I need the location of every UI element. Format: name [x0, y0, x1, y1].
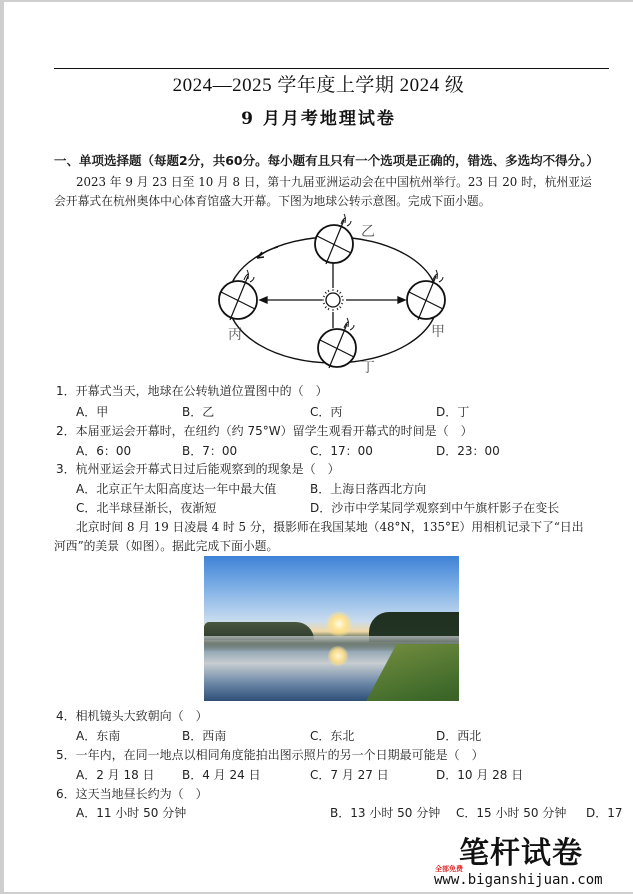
q6-option-d: D．17: [586, 806, 623, 820]
question-6-stem: 6．这天当地昼长约为（ ）: [56, 787, 208, 801]
q6-option-a: A．11 小时 50 分钟: [76, 806, 187, 820]
q3-option-a: A．北京正午太阳高度达一年中最大值: [76, 482, 277, 496]
sun-icon: [322, 289, 344, 311]
exam-page: [4, 2, 633, 892]
label-ding: 丁: [361, 360, 375, 376]
label-yi: 乙: [361, 224, 375, 240]
direction-arrow-icon: [257, 247, 278, 258]
watermark-brand: 笔杆试卷: [459, 836, 583, 871]
q4-option-d: D．西北: [436, 729, 482, 743]
q3-option-b: B．上海日落西北方向: [310, 482, 427, 496]
q1-option-d: D．丁: [436, 405, 470, 419]
q6-option-c: C．15 小时 50 分钟: [456, 806, 567, 820]
q2-option-b: B．7：00: [182, 444, 238, 458]
sun-icon: [326, 611, 352, 637]
earth-yi: [315, 214, 353, 264]
q2-option-d: D．23：00: [436, 444, 500, 458]
label-bing: 丙: [228, 327, 242, 343]
q6-option-b: B．13 小时 50 分钟: [330, 806, 441, 820]
q4-option-a: A．东南: [76, 729, 121, 743]
header-rule: [54, 68, 609, 69]
section-heading: 一、单项选择题（每题2分，共60分。每小题有且只有一个选项是正确的，错选、多选均不得分。）: [54, 153, 599, 168]
sunrise-river-photo: [204, 556, 459, 701]
q5-option-c: C．7 月 27 日: [310, 768, 389, 782]
watermark-url[interactable]: www.biganshijuan.com: [434, 872, 603, 888]
q2-option-c: C．17：00: [310, 444, 373, 458]
watermark-free-tag: 全部免费: [435, 865, 463, 873]
q5-option-a: A．2 月 18 日: [76, 768, 155, 782]
q4-option-c: C．东北: [310, 729, 355, 743]
q1-option-a: A．甲: [76, 405, 109, 419]
passage2-line1: 北京时间 8 月 19 日凌晨 4 时 5 分，摄影师在我国某地（48°N，135°E）用相机记录下了“日出: [76, 520, 584, 534]
label-jia: 甲: [431, 324, 445, 340]
earth-bing: [219, 270, 257, 320]
q4-option-b: B．西南: [182, 729, 227, 743]
earth-ding: [318, 318, 356, 368]
q1-option-b: B．乙: [182, 405, 215, 419]
q5-option-b: B．4 月 24 日: [182, 768, 261, 782]
earth-jia: [407, 270, 445, 320]
earth-revolution-diagram: [204, 212, 464, 382]
question-1-stem: 1．开幕式当天，地球在公转轨道位置图中的（ ）: [56, 384, 328, 398]
question-3-stem: 3．杭州亚运会开幕式日过后能观察到的现象是（ ）: [56, 462, 340, 476]
passage2-line2: 河西”的美景（如图）。据此完成下面小题。: [54, 539, 279, 553]
q3-option-c: C．北半球昼渐长，夜渐短: [76, 501, 217, 515]
q2-option-a: A．6：00: [76, 444, 132, 458]
question-5-stem: 5．一年内，在同一地点以相同角度能拍出图示照片的另一个日期最可能是（ ）: [56, 748, 484, 762]
question-4-stem: 4．相机镜头大致朝向（ ）: [56, 709, 208, 723]
passage1-line1: 2023 年 9 月 23 日至 10 月 8 日，第十九届亚洲运动会在中国杭州举行。23 日 20 时，杭州亚运: [76, 175, 592, 189]
passage1-line2: 会开幕式在杭州奥体中心体育馆盛大开幕。下图为地球公转示意图。完成下面小题。: [54, 194, 491, 208]
q5-option-d: D．10 月 28 日: [436, 768, 524, 782]
exam-subtitle: 9 月月考地理试卷: [241, 109, 396, 129]
exam-title: 2024—2025 学年度上学期 2024 级: [172, 75, 465, 96]
question-2-stem: 2．本届亚运会开幕时，在纽约（约 75°W）留学生观看开幕式的时间是（ ）: [56, 424, 473, 438]
q3-option-d: D．沙市中学某同学观察到中午旗杆影子在变长: [310, 501, 560, 515]
q1-option-c: C．丙: [310, 405, 343, 419]
